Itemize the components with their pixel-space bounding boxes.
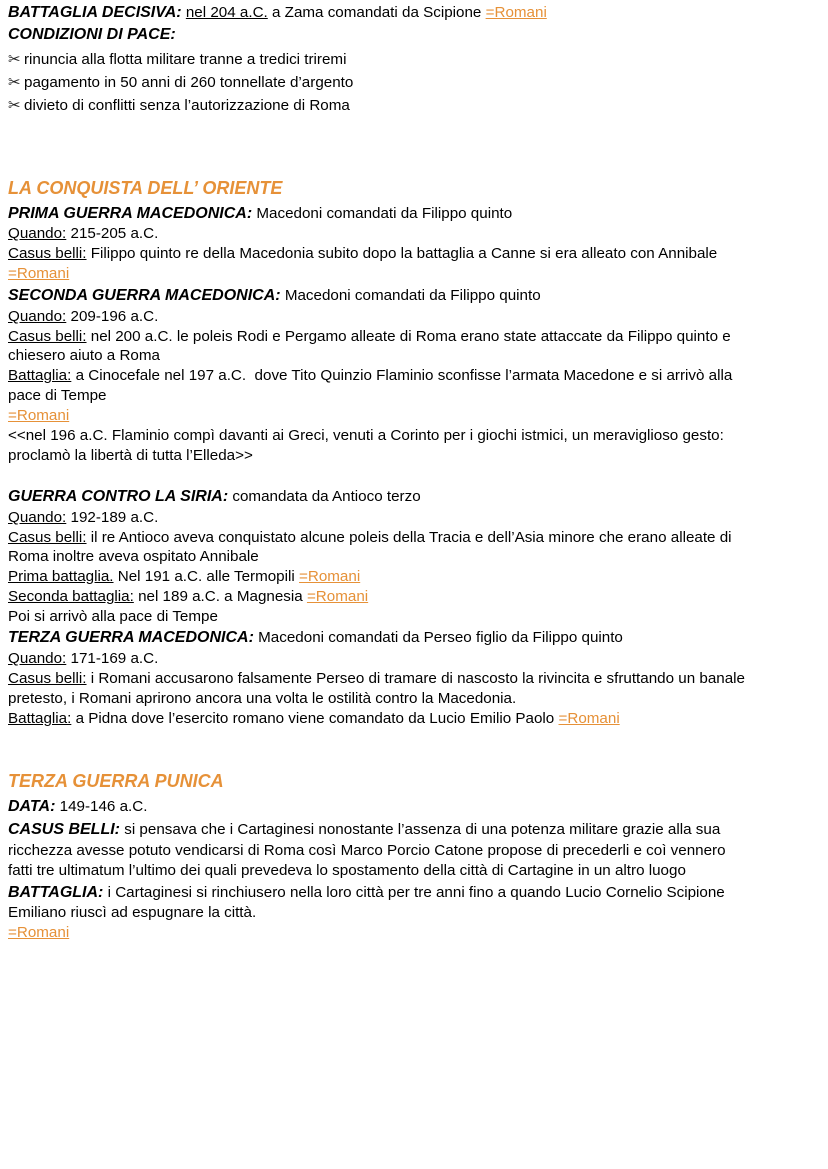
third-punic-war-outcome-line (8, 923, 69, 943)
second-macedonian-war-casus-belli-line (8, 327, 731, 347)
decisive-battle-date: nel 204 a.C. (185, 4, 268, 21)
casus-belli-text: i Romani accusarono falsamente Perseo di tramare di nascosto la rivincita e sfruttando un banale (90, 670, 746, 687)
scissors-icon (8, 95, 24, 115)
peace-conditions-label: CONDIZIONI DI PACE: (8, 26, 176, 43)
third-punic-war-battle-line (8, 883, 725, 903)
outcome-romani: =Romani (8, 407, 70, 424)
when-value: 192-189 a.C. (70, 509, 159, 526)
second-macedonian-war-summary: Macedoni comandati da Filippo quinto (284, 287, 541, 304)
casus-belli-text: Roma inoltre aveva ospitato Annibale (8, 548, 259, 565)
eastern-conquest-heading: LA CONQUISTA DELL’ ORIENTE (8, 178, 283, 198)
peace-condition-item (8, 95, 350, 115)
syrian-war-first-battle-line (8, 567, 360, 587)
casus-belli-label: Casus belli: (8, 328, 87, 345)
peace-condition-text: rinuncia alla flotta militare tranne a tredici triremi (24, 51, 347, 68)
first-macedonian-war-casus-belli-line (8, 244, 717, 264)
syrian-war-aftermath-line (8, 607, 218, 627)
outcome-romani: =Romani (8, 265, 70, 282)
second-battle-text: nel 189 a.C. a Magnesia (138, 588, 303, 605)
third-macedonian-war-label: TERZA GUERRA MACEDONICA: (8, 629, 254, 646)
battle-text: pace di Tempe (8, 387, 107, 404)
when-value: 171-169 a.C. (70, 650, 159, 667)
first-macedonian-war-when-line (8, 224, 158, 244)
casus-belli-label: Casus belli: (8, 529, 87, 546)
peace-condition-item (8, 72, 353, 92)
flaminio-quote-text: proclamò la libertà di tutta l’Elleda>> (8, 447, 253, 464)
casus-belli-text: si pensava che i Cartaginesi nonostante l’assenza di una potenza militare grazie alla sua (124, 821, 721, 838)
battle-text: a Pidna dove l’esercito romano viene comandato da Lucio Emilio Paolo (75, 710, 555, 727)
decisive-battle-text: a Zama comandati da Scipione (272, 4, 482, 21)
flaminio-quote-text: <<nel 196 a.C. Flaminio compì davanti ai Greci, venuti a Corinto per i giochi istmici, un meraviglioso gesto: (8, 427, 724, 444)
battle-label: Battaglia: (8, 710, 72, 727)
casus-belli-label: CASUS BELLI: (8, 821, 120, 838)
decisive-battle-outcome: =Romani (485, 4, 547, 21)
date-label: DATA: (8, 798, 56, 815)
third-macedonian-war-title-line (8, 628, 623, 648)
third-punic-war-date-line (8, 797, 147, 817)
when-value: 215-205 a.C. (70, 225, 159, 242)
first-macedonian-war-label: PRIMA GUERRA MACEDONICA: (8, 205, 253, 222)
second-macedonian-war-battle-continued (8, 386, 107, 406)
decisive-battle-label: BATTAGLIA DECISIVA: (8, 4, 182, 21)
outcome-romani: =Romani (306, 588, 369, 605)
casus-belli-text: fatti tre ultimatum l’ultimo dei quali prevedeva lo spostamento della città di Cartagine in un altro luogo (8, 862, 686, 879)
third-punic-war-casus-belli-line (8, 820, 720, 840)
when-label: Quando: (8, 225, 67, 242)
third-macedonian-war-casus-belli-continued (8, 689, 516, 709)
first-battle-text: Nel 191 a.C. alle Termopili (117, 568, 295, 585)
second-macedonian-war-title-line (8, 286, 541, 306)
second-macedonian-war-battle-line (8, 366, 732, 386)
scissors-icon (8, 49, 24, 69)
second-macedonian-war-outcome-line (8, 406, 69, 426)
third-punic-war-casus-belli-continued (8, 841, 726, 861)
third-macedonian-war-casus-belli-line (8, 669, 745, 689)
syrian-war-when-line (8, 508, 158, 528)
when-label: Quando: (8, 509, 67, 526)
second-battle-label: Seconda battaglia: (8, 588, 134, 605)
first-macedonian-war-outcome-line (8, 264, 69, 284)
syrian-war-second-battle-line (8, 587, 368, 607)
when-label: Quando: (8, 308, 67, 325)
syrian-war-casus-belli-line (8, 528, 732, 548)
casus-belli-text: ricchezza avesse potuto vendicarsi di Roma così Marco Porcio Catone propose di precederli e coì vennero (8, 842, 726, 859)
flaminio-quote-line (8, 426, 724, 446)
scissors-icon (8, 72, 24, 92)
battle-text: Emiliano riuscì ad espugnare la città. (8, 904, 257, 921)
casus-belli-text: pretesto, i Romani aprirono ancora una volta le ostilità contro la Macedonia. (8, 690, 517, 707)
first-macedonian-war-summary: Macedoni comandati da Filippo quinto (256, 205, 513, 222)
third-punic-war-casus-belli-continued (8, 861, 686, 881)
flaminio-quote-continued (8, 446, 253, 466)
peace-condition-text: pagamento in 50 anni di 260 tonnellate d’argento (24, 74, 354, 91)
peace-conditions-heading-line (8, 25, 176, 45)
outcome-romani: =Romani (8, 924, 70, 941)
casus-belli-text: Filippo quinto re della Macedonia subito dopo la battaglia a Canne si era alleato con Annibale (90, 245, 718, 262)
when-value: 209-196 a.C. (70, 308, 159, 325)
decisive-battle-line (8, 3, 547, 23)
third-punic-war-battle-continued (8, 903, 256, 923)
battle-label: Battaglia: (8, 367, 72, 384)
peace-condition-item (8, 49, 346, 69)
third-macedonian-war-summary: Macedoni comandati da Perseo figlio da Filippo quinto (258, 629, 623, 646)
syrian-war-casus-belli-continued (8, 547, 259, 567)
outcome-romani: =Romani (299, 568, 361, 585)
casus-belli-text: nel 200 a.C. le poleis Rodi e Pergamo alleate di Roma erano state attaccate da Filippo quinto e (90, 328, 731, 345)
date-value: 149-146 a.C. (59, 798, 148, 815)
casus-belli-label: Casus belli: (8, 245, 87, 262)
battle-text: i Cartaginesi si rinchiusero nella loro città per tre anni fino a quando Lucio Cornelio Scipione (107, 884, 725, 901)
first-macedonian-war-title-line (8, 204, 512, 224)
syrian-war-label: GUERRA CONTRO LA SIRIA: (8, 488, 229, 505)
casus-belli-text: il re Antioco aveva conquistato alcune poleis della Tracia e dell’Asia minore che erano alleate di (90, 529, 732, 546)
peace-condition-text: divieto di conflitti senza l’autorizzazione di Roma (24, 97, 350, 114)
second-macedonian-war-casus-belli-continued (8, 346, 160, 366)
casus-belli-text: chiesero aiuto a Roma (8, 347, 160, 364)
third-punic-war-heading: TERZA GUERRA PUNICA (8, 771, 224, 791)
battle-text: a Cinocefale nel 197 a.C. dove Tito Quinzio Flaminio sconfisse l’armata Macedone e si arrivò alla (75, 367, 733, 384)
third-macedonian-war-when-line (8, 649, 158, 669)
outcome-romani: =Romani (558, 710, 620, 727)
syrian-war-summary: comandata da Antioco terzo (232, 488, 421, 505)
syrian-war-title-line (8, 487, 421, 507)
first-battle-label: Prima battaglia. (8, 568, 114, 585)
when-label: Quando: (8, 650, 67, 667)
casus-belli-label: Casus belli: (8, 670, 87, 687)
aftermath-text: Poi si arrivò alla pace di Tempe (8, 608, 218, 625)
battle-label: BATTAGLIA: (8, 884, 104, 901)
third-macedonian-war-battle-line (8, 709, 620, 729)
second-macedonian-war-label: SECONDA GUERRA MACEDONICA: (8, 287, 281, 304)
second-macedonian-war-when-line (8, 307, 158, 327)
